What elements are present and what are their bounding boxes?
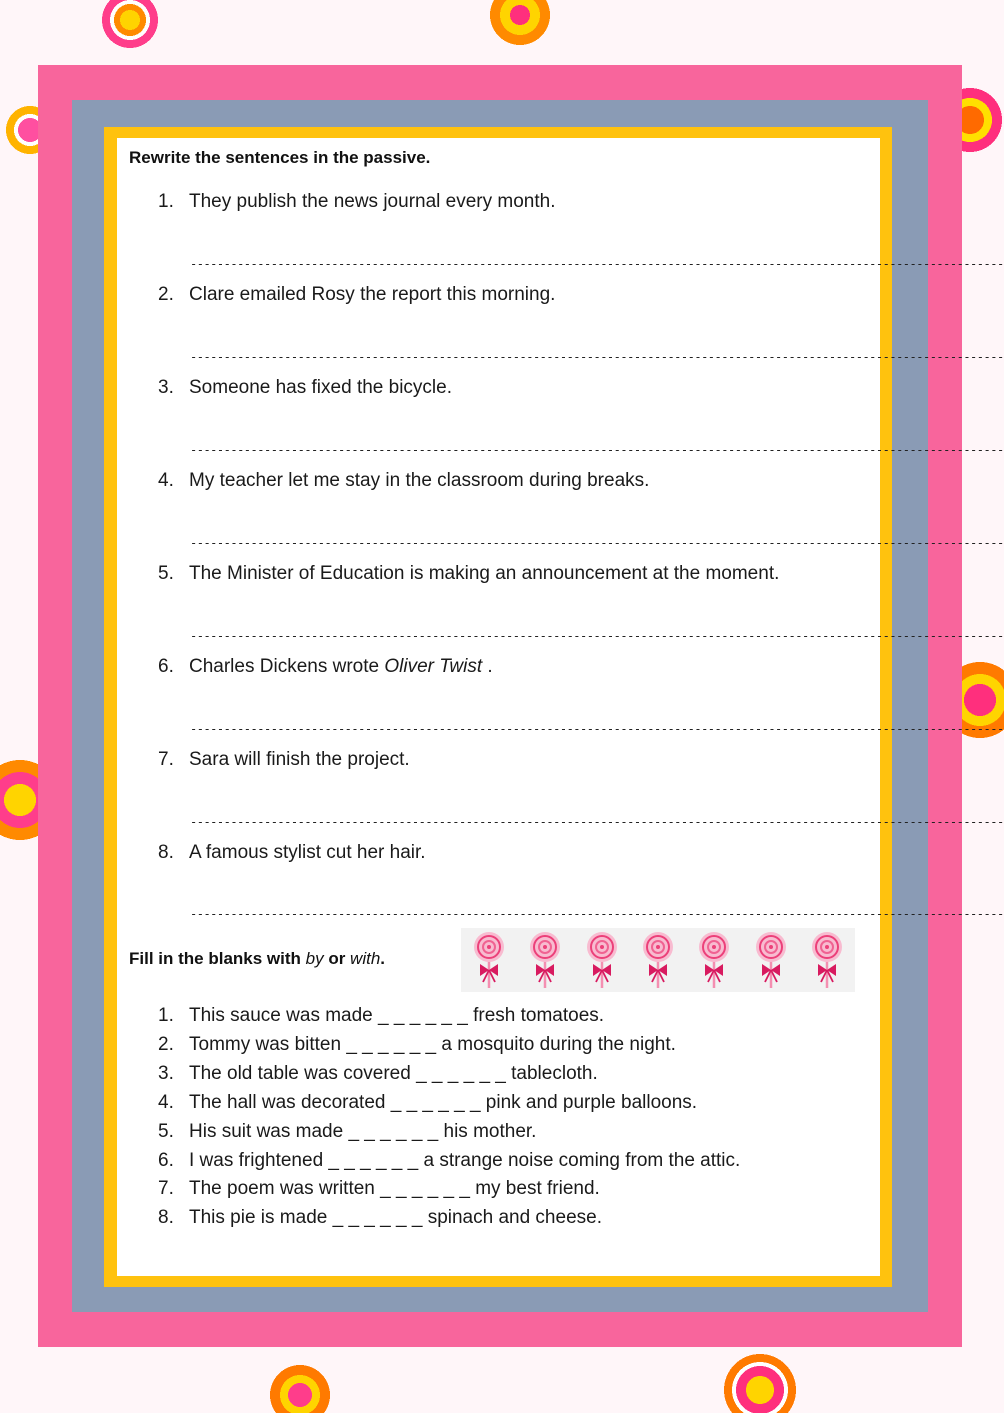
fill-item-8: 8. This pie is made _ _ _ _ _ _ spinach and cheese. — [158, 1207, 602, 1228]
fill-item-7: 7. The poem was written _ _ _ _ _ _ my best friend. — [158, 1178, 600, 1199]
question-1: 1. They publish the news journal every month. — [158, 191, 556, 212]
answer-line-6[interactable]: ------------------------------------------------------------------------------------------------------------------------- — [190, 722, 1004, 736]
answer-line-3[interactable]: ------------------------------------------------------------------------------------------------------------------------- — [190, 443, 1004, 457]
fill-item-5: 5. His suit was made _ _ _ _ _ _ his mother. — [158, 1121, 537, 1142]
lollipop-decoration — [461, 928, 855, 992]
question-3: 3. Someone has fixed the bicycle. — [158, 377, 452, 398]
answer-line-1[interactable]: ------------------------------------------------------------------------------------------------------------------------- — [190, 257, 1004, 271]
lollipop-icon — [694, 930, 734, 990]
question-7: 7. Sara will finish the project. — [158, 749, 410, 770]
lollipop-icon — [638, 930, 678, 990]
answer-line-5[interactable]: ------------------------------------------------------------------------------------------------------------------------- — [190, 629, 1004, 643]
fill-item-3: 3. The old table was covered _ _ _ _ _ _ tablecloth. — [158, 1063, 598, 1084]
fill-item-1: 1. This sauce was made _ _ _ _ _ _ fresh tomatoes. — [158, 1005, 605, 1026]
lollipop-icon — [751, 930, 791, 990]
lollipop-icon — [469, 930, 509, 990]
lollipop-icon — [525, 930, 565, 990]
lollipop-icon — [807, 930, 847, 990]
answer-line-7[interactable]: ------------------------------------------------------------------------------------------------------------------------- — [190, 815, 1004, 829]
section2-title: Fill in the blanks with by or with. — [129, 949, 386, 968]
answer-line-8[interactable]: ------------------------------------------------------------------------------------------------------------------------- — [190, 907, 1004, 921]
question-2: 2. Clare emailed Rosy the report this morning. — [158, 284, 556, 305]
book-title: Oliver Twist — [384, 656, 483, 677]
fill-item-6: 6. I was frightened _ _ _ _ _ _ a strange noise coming from the attic. — [158, 1150, 741, 1171]
fill-item-2: 2. Tommy was bitten _ _ _ _ _ _ a mosquito during the night. — [158, 1034, 676, 1055]
lollipop-icon — [582, 930, 622, 990]
section1-title: Rewrite the sentences in the passive. — [129, 148, 431, 167]
question-4: 4. My teacher let me stay in the classroom during breaks. — [158, 470, 650, 491]
question-6: 6. Charles Dickens wrote Oliver Twist . — [158, 656, 493, 677]
question-5: 5. The Minister of Education is making an announcement at the moment. — [158, 563, 780, 584]
question-8: 8. A famous stylist cut her hair. — [158, 842, 426, 863]
answer-line-2[interactable]: ------------------------------------------------------------------------------------------------------------------------- — [190, 350, 1004, 364]
fill-item-4: 4. The hall was decorated _ _ _ _ _ _ pink and purple balloons. — [158, 1092, 698, 1113]
answer-line-4[interactable]: ------------------------------------------------------------------------------------------------------------------------- — [190, 536, 1004, 550]
